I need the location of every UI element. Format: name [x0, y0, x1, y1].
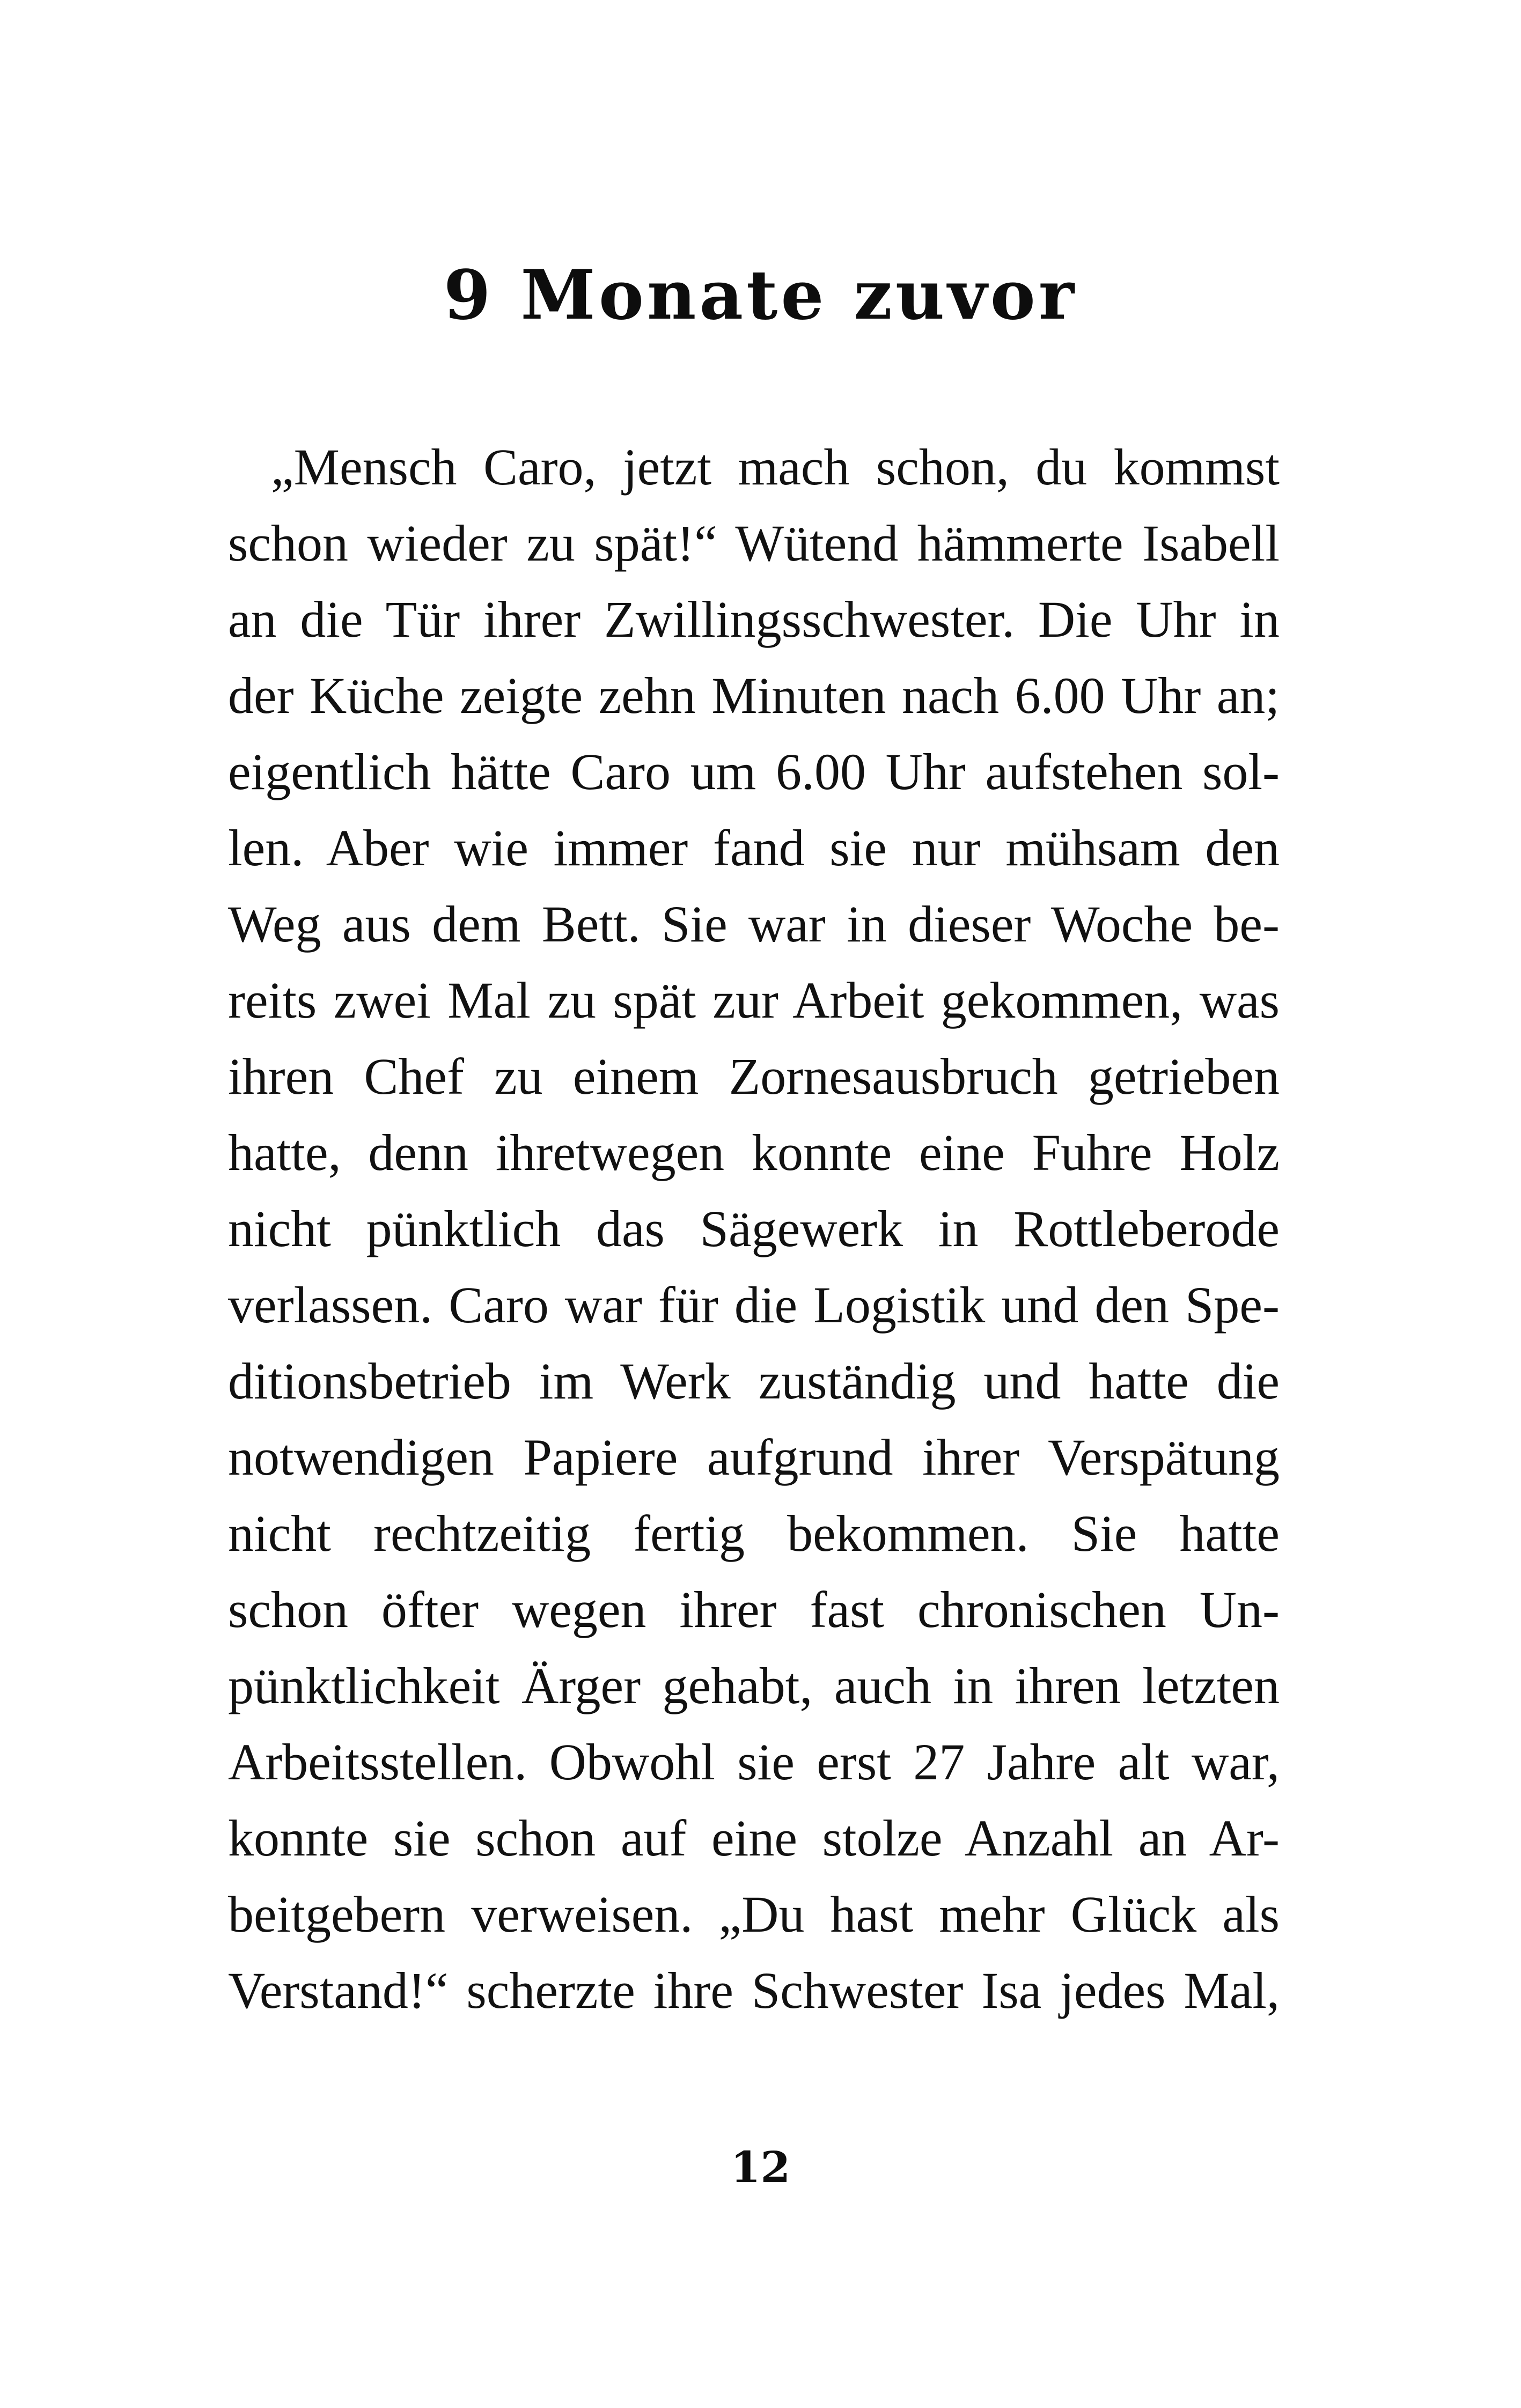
chapter-title: 9 Monate zuvor — [443, 255, 1078, 335]
text-line: Arbeitsstellen. Obwohl sie erst 27 Jahre alt war, — [228, 1733, 1280, 1791]
text-line: ditionsbetrieb im Werk zuständig und hatte die — [228, 1352, 1280, 1410]
text-line: schon wieder zu spät!“ Wütend hämmerte Isabell — [228, 514, 1280, 572]
text-line: hatte, denn ihretwegen konnte eine Fuhre Holz — [228, 1124, 1280, 1181]
text-line: an die Tür ihrer Zwillingsschwester. Die Uhr in — [228, 591, 1280, 648]
text-line: beitgebern verweisen. „Du hast mehr Glück als — [228, 1886, 1280, 1943]
text-line: schon öfter wegen ihrer fast chronischen Un- — [228, 1581, 1280, 1638]
text-line: Verstand!“ scherzte ihre Schwester Isa jedes Mal, — [228, 1962, 1280, 2019]
text-line: „Mensch Caro, jetzt mach schon, du kommst — [271, 438, 1280, 496]
page-number: 12 — [730, 2142, 791, 2192]
text-line: eigentlich hätte Caro um 6.00 Uhr aufstehen sol- — [228, 743, 1280, 800]
text-line: Weg aus dem Bett. Sie war in dieser Woche be- — [228, 895, 1280, 953]
text-line: pünktlichkeit Ärger gehabt, auch in ihren letzten — [228, 1657, 1280, 1714]
text-line: nicht pünktlich das Sägewerk in Rottleberode — [228, 1200, 1280, 1257]
text-line: konnte sie schon auf eine stolze Anzahl an Ar- — [228, 1809, 1280, 1867]
text-line: nicht rechtzeitig fertig bekommen. Sie hatte — [228, 1505, 1280, 1562]
text-line: ihren Chef zu einem Zornesausbruch getrieben — [228, 1048, 1280, 1105]
text-line: reits zwei Mal zu spät zur Arbeit gekommen, was — [228, 971, 1280, 1029]
text-line: verlassen. Caro war für die Logistik und den Spe- — [228, 1276, 1280, 1334]
text-line: der Küche zeigte zehn Minuten nach 6.00 Uhr an; — [228, 667, 1280, 724]
text-line: notwendigen Papiere aufgrund ihrer Verspätung — [228, 1428, 1280, 1486]
text-line: len. Aber wie immer fand sie nur mühsam den — [228, 819, 1280, 877]
